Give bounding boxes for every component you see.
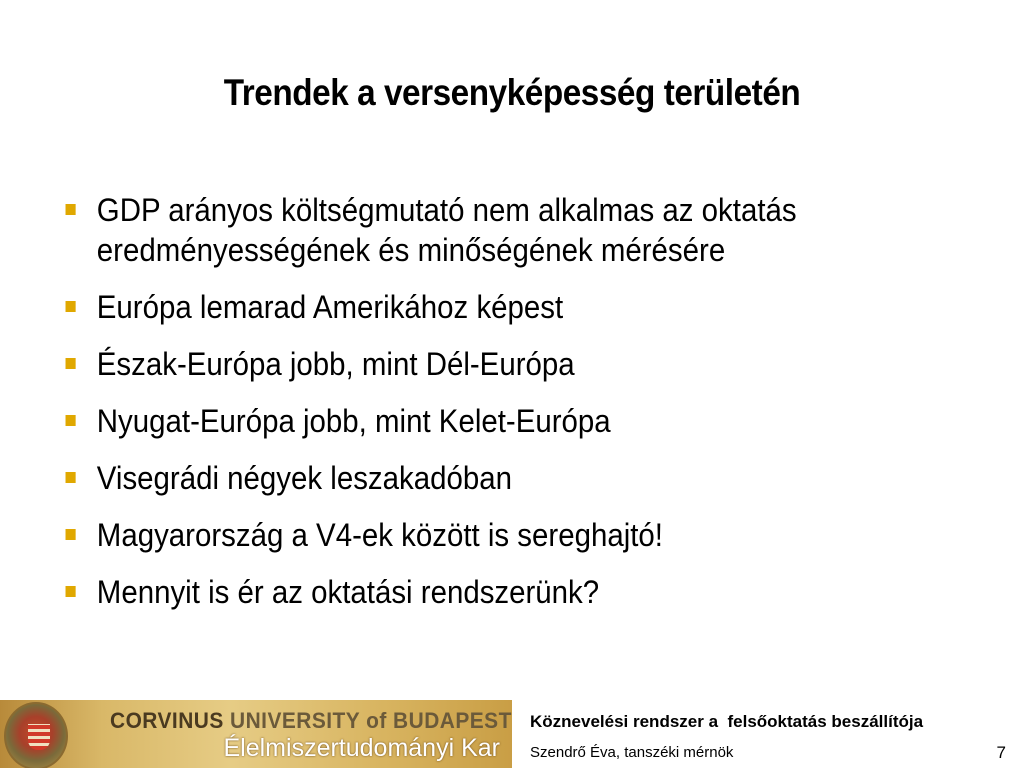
square-bullet-icon xyxy=(66,204,76,215)
bullet-item xyxy=(60,572,870,612)
bullet-text: Magyarország a V4-ek között is sereghajtó! xyxy=(96,517,663,553)
bullet-item xyxy=(60,190,870,270)
square-bullet-icon xyxy=(66,472,76,483)
bullet-text: Európa lemarad Amerikához képest xyxy=(96,289,564,325)
bullet-list xyxy=(60,190,940,629)
presentation-title: Köznevelési rendszer a felsőoktatás beszállítója xyxy=(530,712,924,731)
bullet-text: Nyugat-Európa jobb, mint Kelet-Európa xyxy=(96,403,611,439)
university-logo-banner xyxy=(0,700,512,768)
square-bullet-icon xyxy=(66,301,76,312)
slide-footer xyxy=(0,700,1024,768)
bullet-item xyxy=(60,401,870,441)
square-bullet-icon xyxy=(66,586,76,597)
square-bullet-icon xyxy=(66,529,76,540)
page-number: 7 xyxy=(996,743,1006,762)
bullet-item xyxy=(60,515,870,555)
bullet-text: GDP arányos költségmutató nem alkalmas az oktatás eredményességének és minőségének mérésére xyxy=(96,192,797,268)
square-bullet-icon xyxy=(66,358,76,369)
square-bullet-icon xyxy=(66,415,76,426)
faculty-name: Élelmiszertudományi Kar xyxy=(223,734,500,762)
bullet-item xyxy=(60,287,870,327)
coat-of-arms-icon xyxy=(28,724,50,750)
bullet-text: Mennyit is ér az oktatási rendszerünk? xyxy=(96,574,600,610)
bullet-item xyxy=(60,458,870,498)
university-name-bold: CORVINUS xyxy=(110,708,224,733)
university-seal-icon xyxy=(4,702,68,768)
bullet-item xyxy=(60,344,870,384)
presentation-author: Szendrő Éva, tanszéki mérnök xyxy=(530,744,734,761)
university-name xyxy=(110,708,512,734)
bullet-text: Észak-Európa jobb, mint Dél-Európa xyxy=(96,346,575,382)
slide-title: Trendek a versenyképesség területén xyxy=(223,72,801,113)
bullet-text: Visegrádi négyek leszakadóban xyxy=(96,460,512,496)
university-name-rest: UNIVERSITY of BUDAPEST xyxy=(223,708,512,733)
